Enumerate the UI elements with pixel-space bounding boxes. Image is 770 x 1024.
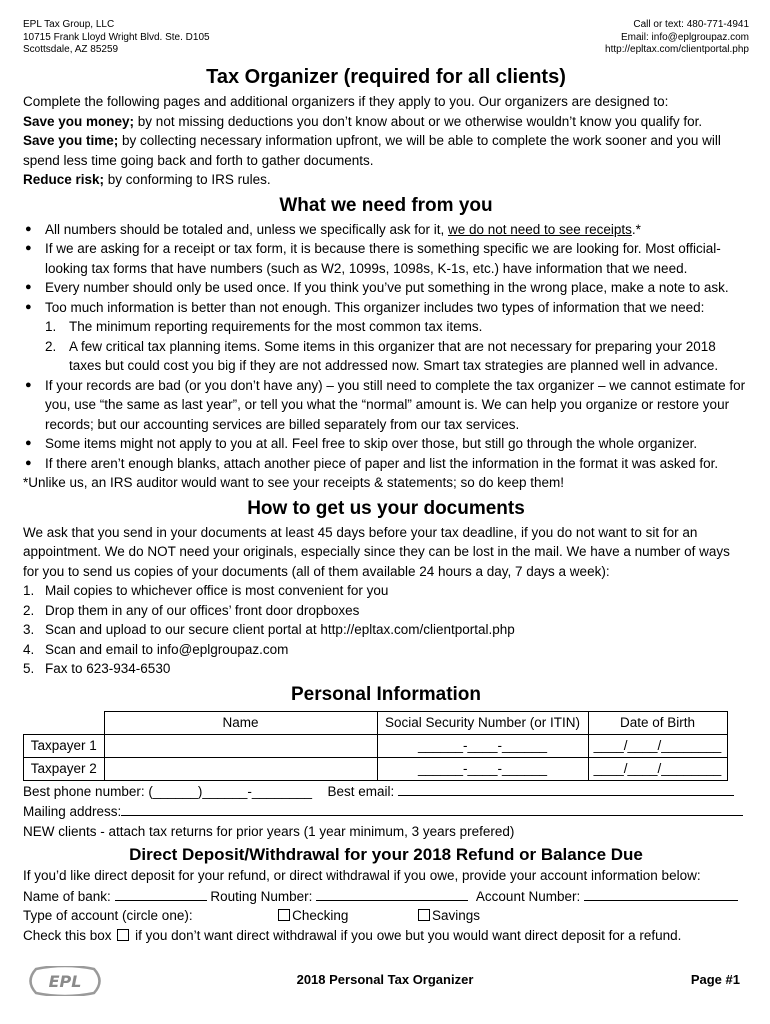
need-b2-text: If we are asking for a receipt or tax form, it is because there is something specific we are looking for. Most official-looking tax forms that have numbers (such as W2, 1099s, 1098s, K-1s, etc.) have information that we need.: [45, 241, 721, 276]
document-page: [23, 0, 749, 945]
need-b5-text: If your records are bad (or you don’t have any) – you still need to complete the tax organizer – we cannot estimate for you, use “the same as last year”, or tell you what the “normal” amount is. We can help you organize or restore your records; but our accounting services are billed separately from our tax services.: [45, 377, 746, 432]
mailing-line: [23, 801, 749, 822]
reduce-risk-text: by conforming to IRS rules.: [104, 172, 271, 187]
account-number-field[interactable]: [584, 886, 738, 901]
list-number: 4.: [23, 641, 35, 657]
list-item: [23, 317, 749, 337]
docs-item-2: Drop them in any of our offices’ front door dropboxes: [45, 602, 360, 618]
docs-item-5: Fax to 623-934-6530: [45, 661, 171, 676]
address-line-1: 10715 Frank Lloyd Wright Blvd. Ste. D105: [23, 31, 210, 43]
list-item: [23, 376, 749, 435]
bullet-icon: ●: [25, 281, 32, 293]
bullet-icon: ●: [25, 300, 32, 313]
list-number: 5.: [23, 661, 35, 676]
opt-out-label-post: if you don’t want direct withdrawal if you owe but you would want direct deposit for a refund.: [135, 927, 682, 943]
phone-label[interactable]: Best phone number: (______)______-________: [23, 783, 312, 799]
docs-item-1: Mail copies to whichever office is most convenient for you: [45, 583, 389, 598]
footer-title: 2018 Personal Tax Organizer: [296, 972, 474, 987]
list-item: [23, 298, 749, 318]
taxpayer-1-ssn-field[interactable]: ______-____-______: [377, 734, 588, 757]
reduce-risk-label: Reduce risk;: [23, 172, 105, 187]
contact-info: [605, 19, 749, 57]
table-corner: [24, 711, 105, 734]
contact-url[interactable]: http://epltax.com/clientportal.php: [605, 44, 749, 55]
col-ssn-header: Social Security Number (or ITIN): [377, 711, 588, 734]
need-b6-text: Some items might not apply to you at all. Feel free to skip over those, but still go through the whole organizer.: [45, 436, 698, 451]
list-number: 2.: [45, 338, 57, 354]
account-type-label: Type of account (circle one):: [23, 908, 193, 923]
need-sub1-text: The minimum reporting requirements for the most common tax items.: [69, 319, 483, 334]
receipts-underline: we do not need to see receipts: [447, 221, 632, 237]
col-name-header: Name: [104, 711, 377, 734]
checking-label: Checking: [292, 908, 349, 923]
taxpayer-1-label: Taxpayer 1: [24, 734, 105, 757]
bullet-icon: ●: [25, 437, 32, 449]
need-list: [23, 220, 749, 318]
bullet-icon: ●: [25, 456, 32, 469]
save-time-text: by collecting necessary information upfront, we will be able to complete the work sooner and you will spend less time going back and forth to gather documents.: [23, 133, 721, 168]
list-number: 3.: [23, 622, 35, 637]
list-item: [23, 640, 749, 660]
list-item: [23, 620, 749, 640]
contact-line: [23, 781, 749, 802]
routing-number-field[interactable]: [316, 886, 468, 901]
page-title: Tax Organizer (required for all clients): [206, 66, 566, 88]
company-address: [23, 19, 210, 57]
need-b4-text: Too much information is better than not enough. This organizer includes two types of information that we need:: [45, 299, 705, 315]
need-list-cont: [23, 376, 749, 474]
list-item: [23, 220, 749, 240]
email-label: Best email:: [327, 783, 395, 799]
docs-item-4: Scan and email to info@eplgroupaz.com: [45, 641, 289, 657]
taxpayer-1-name-field[interactable]: [104, 734, 377, 757]
bank-label: Name of bank:: [23, 888, 111, 904]
docs-item-3: Scan and upload to our secure client portal at http://epltax.com/clientportal.php: [45, 622, 515, 637]
contact-email: Email: info@eplgroupaz.com: [621, 31, 749, 43]
checking-checkbox[interactable]: [278, 909, 290, 921]
account-type-line: [23, 906, 749, 926]
bullet-icon: ●: [25, 242, 32, 254]
list-number: 2.: [23, 602, 35, 618]
bullet-icon: ●: [25, 222, 32, 235]
need-b3-text: Every number should only be used once. If you think you’ve put something in the wrong place, make a note to ask.: [45, 280, 729, 295]
personal-info-table: [23, 711, 728, 781]
contact-phone: Call or text: 480-771-4941: [633, 19, 749, 30]
routing-label: Routing Number:: [210, 888, 313, 904]
company-name: EPL Tax Group, LLC: [23, 19, 115, 30]
email-field[interactable]: [398, 781, 734, 796]
need-heading: What we need from you: [279, 194, 493, 216]
list-item: [23, 601, 749, 621]
col-dob-header: Date of Birth: [588, 711, 727, 734]
letterhead: [23, 0, 749, 62]
save-time-label: Save you time;: [23, 133, 119, 148]
deposit-intro: If you’d like direct deposit for your refund, or direct withdrawal if you owe, provide your account information below:: [23, 868, 701, 883]
taxpayer-2-ssn-field[interactable]: ______-____-______: [377, 757, 588, 780]
list-number: 1.: [45, 319, 57, 334]
mailing-address-field[interactable]: [121, 801, 743, 816]
opt-out-label-pre: Check this box: [23, 927, 112, 943]
bank-line: [23, 886, 749, 907]
list-item: [23, 581, 749, 601]
savings-checkbox[interactable]: [418, 909, 430, 921]
address-line-2: Scottsdale, AZ 85259: [23, 44, 119, 55]
docs-paragraph: We ask that you send in your documents at least 45 days before your tax deadline, if you do not want to sit for an appointment. We do NOT need your originals, especially since they can be lost in the mail. We have a number of ways for you to send us copies of your documents (all of them available 24 hours a day, 7 days a week):: [23, 524, 730, 579]
account-label: Account Number:: [475, 888, 581, 904]
list-item: [23, 434, 749, 454]
deposit-heading: Direct Deposit/Withdrawal for your 2018 Refund or Balance Due: [129, 845, 643, 864]
taxpayer-1-dob-field[interactable]: ____/____/________: [588, 734, 727, 757]
taxpayer-2-name-field[interactable]: [104, 757, 377, 780]
list-item: [23, 454, 749, 474]
save-money-line: [23, 112, 749, 132]
list-item: [23, 278, 749, 298]
save-time-line: [23, 131, 749, 170]
savings-label: Savings: [431, 908, 480, 923]
need-sublist: [23, 317, 749, 376]
reduce-risk-line: [23, 170, 749, 190]
mailing-label: Mailing address:: [23, 804, 122, 819]
list-item: [23, 659, 749, 679]
page-number: Page #1: [690, 972, 740, 987]
need-b1-end: .*: [631, 221, 641, 237]
table-header-row: [24, 711, 728, 734]
save-money-label: Save you money;: [23, 113, 135, 129]
personal-heading: Personal Information: [290, 683, 482, 705]
table-row: [24, 757, 728, 780]
new-clients-note: NEW clients - attach tax returns for prior years (1 year minimum, 3 years prefered): [23, 823, 515, 839]
taxpayer-2-label: Taxpayer 2: [24, 757, 105, 780]
opt-out-line: [23, 926, 749, 946]
list-item: [23, 337, 749, 376]
list-number: 1.: [23, 583, 35, 598]
logo-text: EPL: [48, 972, 82, 991]
need-b1-text: All numbers should be totaled and, unless we specifically ask for it,: [45, 221, 448, 237]
bank-name-field[interactable]: [115, 886, 207, 901]
receipts-note: *Unlike us, an IRS auditor would want to see your receipts & statements; so do keep them!: [23, 475, 565, 490]
taxpayer-2-dob-field[interactable]: ____/____/________: [588, 757, 727, 780]
docs-heading: How to get us your documents: [247, 497, 525, 519]
bullet-icon: ●: [25, 378, 32, 391]
need-b7-text: If there aren’t enough blanks, attach another piece of paper and list the information in the format it was asked for.: [45, 455, 719, 471]
list-item: [23, 239, 749, 278]
table-row: [24, 734, 728, 757]
page-footer: [0, 958, 770, 998]
docs-list: [23, 581, 749, 679]
save-money-text: by not missing deductions you don’t know about or we otherwise wouldn’t know you qualify for.: [134, 113, 703, 129]
opt-out-checkbox[interactable]: [117, 929, 129, 941]
need-sub2-text: A few critical tax planning items. Some items in this organizer that are not necessary for preparing your 2018 taxes but could cost you big if they are not addressed now. Smart tax strategies are planned well in advance.: [69, 338, 719, 373]
intro-line: Complete the following pages and additional organizers if they apply to you. Our organizers are designed to:: [23, 94, 669, 109]
